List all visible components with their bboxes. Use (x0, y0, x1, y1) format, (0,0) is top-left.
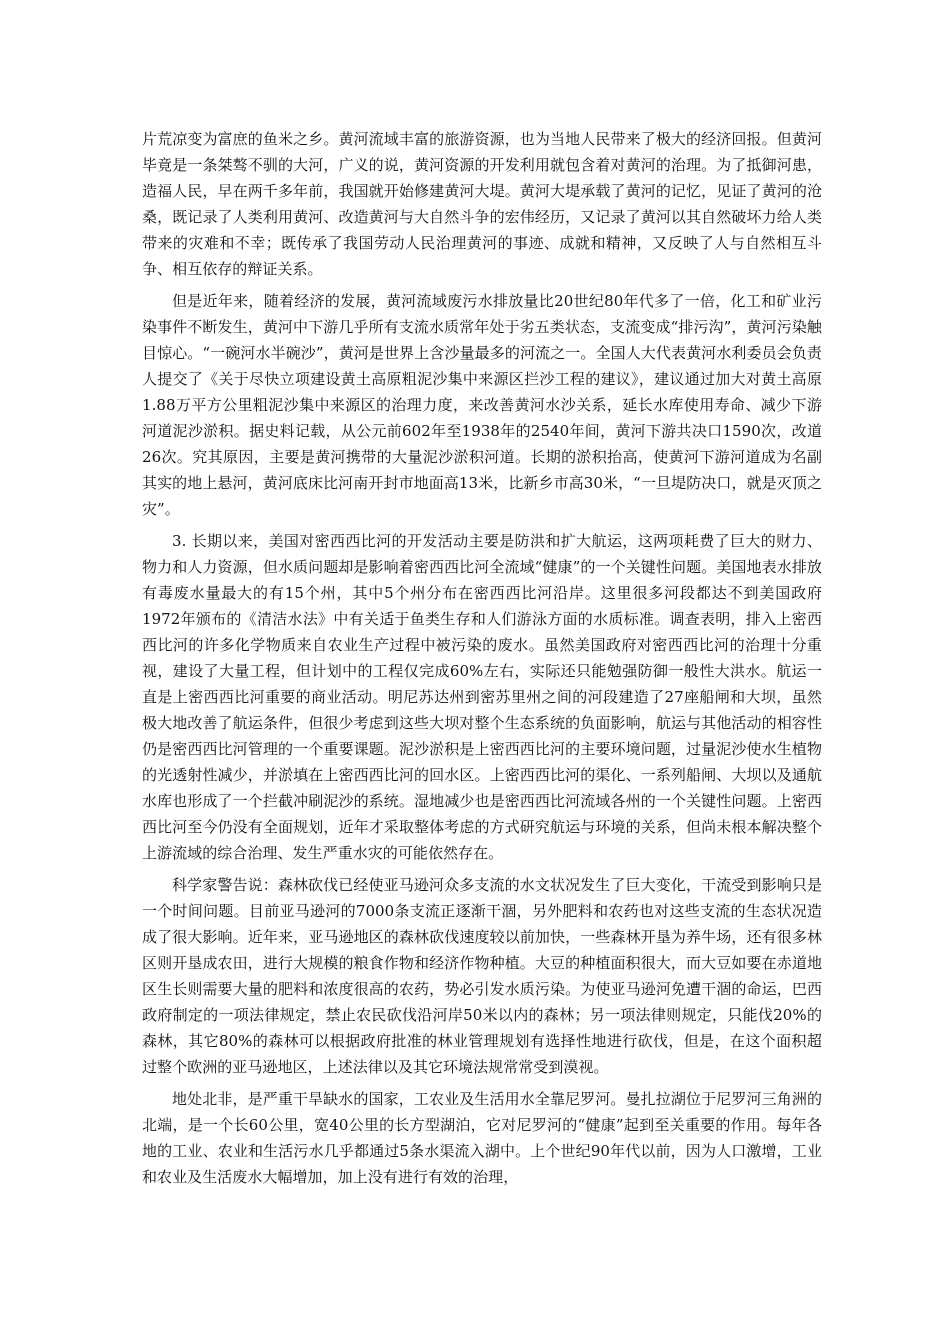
paragraph-amazon-river: 科学家警告说：森林砍伐已经使亚马逊河众多支流的水文状况发生了巨大变化，干流受到影响只是一个时间问题。目前亚马逊河的7000条支流正逐渐干涸，另外肥料和农药也对这些支流的生态状况造成了很大影响。近年来，亚马逊地区的森林砍伐速度较以前加快，一些森林开垦为养牛场，还有很多林区则开垦成农田，进行大规模的粮食作物和经济作物种植。大豆的种植面积很大，而大豆如要在赤道地区生长则需要大量的肥料和浓度很高的农药，势必引发水质污染。为使亚马逊河免遭干涸的命运，巴西政府制定的一项法律规定，禁止农民砍伐沿河岸50米以内的森林；另一项法律则规定，只能伐20%的森林，其它80%的森林可以根据政府批准的林业管理规划有选择性地进行砍伐，但是，在这个面积超过整个欧洲的亚马逊地区，上述法律以及其它环境法规常常受到漠视。 (142, 876, 822, 1076)
paragraph-mississippi-river: 3. 长期以来，美国对密西西比河的开发活动主要是防洪和扩大航运，这两项耗费了巨大的财力、物力和人力资源，但水质问题却是影响着密西西比河全流域“健康”的一个关键性问题。美国地表水排放有毒废水量最大的有15个州，其中5个州分布在密西西比河沿岸。这里很多河段都达不到美国政府1972年颁布的《清洁水法》中有关适于鱼类生存和人们游泳方面的水质标准。调查表明，排入上密西西比河的许多化学物质来自农业生产过程中被污染的废水。虽然美国政府对密西西比河的治理十分重视，建设了大量工程，但计划中的工程仅完成60%左右，实际还只能勉强防御一般性大洪水。航运一直是上密西西比河重要的商业活动。明尼苏达州到密苏里州之间的河段建造了27座船闸和大坝，虽然极大地改善了航运条件，但很少考虑到这些大坝对整个生态系统的负面影响，航运与其他活动的相容性仍是密西西比河管理的一个重要课题。泥沙淤积是上密西西比河的主要环境问题，过量泥沙使水生植物的光透射性减少，并淤填在上密西西比河的回水区。上密西西比河的渠化、一系列船闸、大坝以及通航水库也形成了一个拦截冲刷泥沙的系统。湿地减少也是密西西比河流域各州的一个关键性问题。上密西西比河至今仍没有全面规划，近年才采取整体考虑的方式研究航运与环境的关系，但尚未根本解决整个上游流域的综合治理、发生严重水灾的可能依然存在。 (142, 532, 822, 862)
document-page (142, 126, 822, 1190)
paragraph-yellow-river-levee: 片荒凉变为富庶的鱼米之乡。黄河流域丰富的旅游资源，也为当地人民带来了极大的经济回报。但黄河毕竟是一条桀骜不驯的大河，广义的说，黄河资源的开发利用就包含着对黄河的治理。为了抵御河患，造福人民，早在两千多年前，我国就开始修建黄河大堤。黄河大堤承载了黄河的记忆，见证了黄河的沧桑，既记录了人类利用黄河、改造黄河与大自然斗争的宏伟经历，又记录了黄河以其自然破坏力给人类带来的灾难和不幸；既传承了我国劳动人民治理黄河的事迹、成就和精神，又反映了人与自然相互斗争、相互依存的辩证关系。 (142, 130, 822, 278)
paragraph-yellow-river-pollution: 但是近年来，随着经济的发展，黄河流域废污水排放量比20世纪80年代多了一倍，化工和矿业污染事件不断发生，黄河中下游几乎所有支流水质常年处于劣五类状态，支流变成“排污沟”，黄河污染触目惊心。“一碗河水半碗沙”，黄河是世界上含沙量最多的河流之一。全国人大代表黄河水利委员会负责人提交了《关于尽快立项建设黄土高原粗泥沙集中来源区拦沙工程的建议》，建议通过加大对黄土高原1.88万平方公里粗泥沙集中来源区的治理力度，来改善黄河水沙关系，延长水库使用寿命、减少下游河道泥沙淤积。据史料记载，从公元前602年至1938年的2540年间，黄河下游共决口1590次，改道26次。究其原因，主要是黄河携带的大量泥沙淤积河道。长期的淤积抬高，使黄河下游河道成为名副其实的地上悬河，黄河底床比河南开封市地面高13米，比新乡市高30米，“一旦堤防决口，就是灭顶之灾”。 (142, 292, 822, 518)
paragraph-nile-river: 地处北非，是严重干旱缺水的国家，工农业及生活用水全靠尼罗河。曼扎拉湖位于尼罗河三角洲的北端，是一个长60公里，宽40公里的长方型湖泊，它对尼罗河的“健康”起到至关重要的作用。每年各地的工业、农业和生活污水几乎都通过5条水渠流入湖中。上个世纪90年代以前，因为人口激增，工业和农业及生活废水大幅增加，加上没有进行有效的治理， (142, 1090, 822, 1186)
